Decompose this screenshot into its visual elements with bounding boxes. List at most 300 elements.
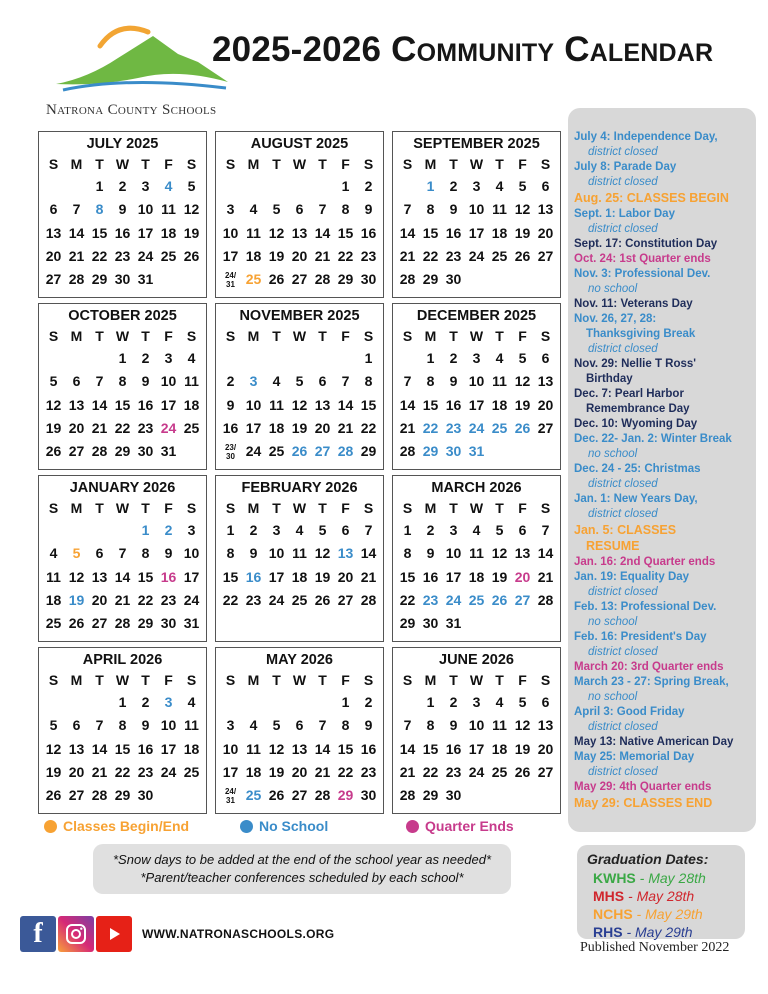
event-item: Nov. 11: Veterans Day: [574, 297, 693, 310]
day-cell: 19: [291, 419, 308, 436]
day-cell: 13: [68, 396, 85, 413]
day-cell: 10: [445, 545, 462, 562]
day-cell: 31: [445, 615, 462, 632]
day-cell: 15: [422, 740, 439, 757]
day-cell: 27: [68, 443, 85, 460]
day-cell: 27: [45, 271, 62, 288]
day-cell: 14: [399, 224, 416, 241]
day-cell: 3: [449, 522, 458, 538]
day-cell: 17: [222, 763, 239, 780]
day-cell: 28: [337, 443, 354, 460]
day-cell: 14: [314, 740, 331, 757]
day-cell: 20: [68, 763, 85, 780]
day-cell: 21: [399, 763, 416, 780]
day-cell: [180, 440, 203, 463]
day-cell: 24: [268, 591, 285, 608]
day-cell: 23: [445, 419, 462, 436]
day-of-week-header: F: [341, 328, 350, 344]
day-cell: 4: [49, 545, 58, 562]
month-title: JUNE 2026: [439, 652, 514, 668]
event-note: district closed: [588, 645, 658, 658]
day-of-week-header: T: [449, 672, 458, 688]
day-cell: 24: [468, 247, 485, 264]
day-of-week-header: T: [95, 156, 104, 172]
day-cell: 26: [183, 247, 200, 264]
day-cell: 16: [137, 740, 154, 757]
event-item: May 29: CLASSES END: [574, 795, 713, 810]
day-cell: 16: [445, 740, 462, 757]
day-cell: [511, 440, 534, 463]
day-cell: 10: [468, 201, 485, 218]
day-of-week-header: T: [95, 672, 104, 688]
month-title: MAY 2026: [266, 652, 333, 668]
event-note: district closed: [588, 222, 658, 235]
day-cell: 8: [426, 717, 435, 734]
event-note: district closed: [588, 146, 658, 158]
day-cell: 12: [45, 740, 62, 757]
day-cell: 11: [246, 224, 261, 241]
day-cell: 27: [514, 591, 531, 608]
day-cell: [111, 519, 134, 542]
day-cell: 29: [337, 271, 354, 288]
day-of-week-header: S: [402, 328, 413, 344]
note-conferences: *Parent/teacher conferences scheduled by each school*: [140, 870, 464, 885]
day-cell: 1: [426, 350, 435, 366]
day-cell: 19: [268, 247, 285, 264]
day-cell: 28: [114, 615, 131, 632]
day-of-week-header: S: [540, 500, 551, 516]
day-of-week-header: F: [341, 500, 350, 516]
day-cell: 7: [72, 201, 81, 218]
day-of-week-header: S: [363, 500, 374, 516]
day-of-week-header: W: [469, 672, 484, 688]
day-cell: 13: [514, 545, 531, 562]
day-cell: 18: [491, 740, 508, 757]
day-cell: 21: [360, 568, 377, 585]
day-of-week-header: T: [318, 672, 327, 688]
day-cell: 7: [95, 717, 104, 734]
day-cell: 28: [537, 591, 554, 608]
graduation-item: NCHS - May 29th: [593, 906, 703, 922]
day-cell: 6: [541, 694, 550, 710]
youtube-icon[interactable]: [96, 916, 132, 952]
day-of-week-header: T: [95, 500, 104, 516]
day-cell: 14: [537, 545, 554, 562]
day-cell: 7: [341, 373, 350, 390]
day-cell: 9: [449, 717, 458, 734]
day-cell: [288, 691, 311, 714]
day-cell: [88, 519, 111, 542]
day-of-week-header: W: [469, 156, 484, 172]
day-cell: 10: [222, 224, 239, 241]
graduation-item: MHS - May 28th: [593, 888, 695, 904]
day-cell: 30: [360, 787, 377, 804]
day-cell: 30: [360, 271, 377, 288]
event-item: Sept. 1: Labor Day: [574, 207, 675, 220]
day-cell: 9: [364, 201, 373, 218]
day-cell: [157, 268, 180, 291]
day-cell: 12: [291, 396, 308, 413]
day-cell: 1: [341, 178, 350, 194]
day-cell: 13: [91, 568, 108, 585]
day-cell: 16: [160, 568, 177, 585]
day-cell: 9: [141, 373, 150, 390]
day-cell: 29: [422, 787, 439, 804]
day-cell: 15: [337, 224, 354, 241]
day-cell: 1: [426, 694, 435, 710]
day-cell: 3: [187, 522, 196, 538]
month-4: [215, 303, 384, 470]
day-cell: 26: [491, 591, 508, 608]
event-note: district closed: [588, 585, 658, 598]
day-cell: 26: [514, 419, 531, 436]
day-cell: 8: [341, 717, 350, 734]
day-of-week-header: W: [292, 500, 307, 516]
day-of-week-header: T: [449, 328, 458, 344]
day-cell: [65, 347, 88, 370]
facebook-icon[interactable]: f: [20, 916, 56, 952]
day-cell: 8: [426, 201, 435, 218]
day-cell: 5: [272, 201, 281, 218]
day-cell: 16: [445, 396, 462, 413]
day-cell: 18: [183, 396, 200, 413]
day-cell: 16: [245, 568, 262, 585]
day-cell: [180, 784, 203, 807]
day-cell: 5: [72, 545, 81, 562]
day-of-week-header: T: [495, 500, 504, 516]
day-cell: 15: [422, 396, 439, 413]
day-cell: 31: [160, 443, 177, 460]
day-cell: [465, 612, 488, 635]
day-cell: 14: [337, 396, 354, 413]
day-cell: 24: [468, 763, 485, 780]
day-of-week-header: S: [186, 672, 197, 688]
day-cell: [288, 175, 311, 198]
day-cell: 15: [360, 396, 377, 413]
day-cell: 14: [114, 568, 131, 585]
day-of-week-header: T: [141, 328, 150, 344]
day-of-week-header: M: [424, 672, 437, 688]
day-cell: 6: [318, 373, 327, 390]
day-cell: 18: [160, 224, 177, 241]
day-cell: 14: [68, 224, 85, 241]
day-cell: 25: [183, 763, 200, 780]
day-cell: 15: [399, 568, 416, 585]
day-cell: 21: [114, 591, 131, 608]
day-cell: 6: [72, 717, 81, 734]
day-cell: [157, 784, 180, 807]
day-cell: 23: [137, 419, 154, 436]
day-cell: [42, 519, 65, 542]
day-cell: 13: [337, 545, 354, 562]
day-cell: 4: [272, 373, 281, 390]
day-cell: 23: [160, 591, 177, 608]
day-of-week-header: S: [402, 156, 413, 172]
day-of-week-header: F: [164, 500, 173, 516]
logo: [40, 18, 240, 123]
day-cell: 15: [337, 740, 354, 757]
day-cell: 30: [137, 443, 154, 460]
day-cell: 24: [160, 763, 177, 780]
day-cell: 20: [537, 740, 554, 757]
day-cell: 21: [399, 247, 416, 264]
day-cell: [534, 784, 557, 807]
day-cell: 23: [360, 763, 377, 780]
day-cell: [511, 612, 534, 635]
day-cell: 5: [518, 350, 527, 366]
day-cell: 24: [468, 419, 485, 436]
event-item: July 4: Independence Day,: [574, 131, 718, 143]
day-of-week-header: S: [48, 156, 59, 172]
day-cell: [334, 347, 357, 370]
month-1: [215, 131, 384, 298]
event-note: district closed: [588, 765, 658, 778]
day-cell: 17: [183, 568, 200, 585]
event-item: Aug. 25: CLASSES BEGIN: [574, 191, 729, 205]
day-cell: [534, 268, 557, 291]
event-item: Nov. 29: Nellie T Ross': [574, 357, 697, 370]
day-cell: 9: [141, 717, 150, 734]
month-title: FEBRUARY 2026: [241, 480, 358, 496]
day-cell: 9: [449, 201, 458, 218]
day-cell: [219, 691, 242, 714]
month-title: SEPTEMBER 2025: [413, 136, 540, 152]
day-cell: [242, 175, 265, 198]
day-cell: [488, 612, 511, 635]
day-cell: 21: [537, 568, 554, 585]
day-of-week-header: F: [164, 672, 173, 688]
legend-label: No School: [259, 818, 329, 834]
day-cell: 10: [468, 373, 485, 390]
day-cell: 26: [291, 443, 308, 460]
day-cell: 4: [249, 717, 258, 734]
day-cell: 29: [91, 271, 108, 288]
day-cell: 27: [291, 787, 308, 804]
day-cell: 30: [445, 271, 462, 288]
day-cell: 11: [46, 568, 61, 585]
day-cell: 25: [183, 419, 200, 436]
day-cell: 9: [426, 545, 435, 562]
day-cell: 4: [495, 178, 504, 194]
day-cell: 17: [445, 568, 462, 585]
day-cell: 18: [468, 568, 485, 585]
day-cell: 27: [537, 247, 554, 264]
day-cell: 16: [222, 419, 239, 436]
day-cell: 2: [118, 178, 127, 194]
month-0: [38, 131, 207, 298]
day-cell: 17: [137, 224, 154, 241]
day-cell: 22: [337, 247, 354, 264]
day-cell: 16: [445, 224, 462, 241]
day-cell: 7: [118, 545, 127, 562]
day-cell: 19: [45, 763, 62, 780]
day-cell: 21: [337, 419, 354, 436]
month-title: JANUARY 2026: [69, 480, 176, 496]
day-cell: 4: [295, 522, 304, 538]
day-cell: 29: [422, 271, 439, 288]
event-item: May 25: Memorial Day: [574, 750, 695, 763]
day-of-week-header: T: [272, 500, 281, 516]
day-cell: 5: [295, 373, 304, 390]
day-of-week-header: T: [141, 156, 150, 172]
day-cell: 1: [118, 350, 127, 366]
day-cell: 28: [314, 787, 331, 804]
day-cell: 24: [160, 419, 177, 436]
day-cell: 3: [226, 201, 235, 218]
day-cell: 2: [364, 178, 373, 194]
day-of-week-header: M: [247, 328, 260, 344]
day-of-week-header: T: [95, 328, 104, 344]
event-note: district closed: [588, 176, 658, 188]
notes-box: [93, 844, 511, 894]
day-cell: 19: [514, 740, 531, 757]
day-cell: 11: [492, 201, 507, 218]
day-cell: 18: [183, 740, 200, 757]
day-cell: 23: [114, 247, 131, 264]
day-of-week-header: T: [141, 672, 150, 688]
day-cell: 23: [360, 247, 377, 264]
day-cell: 17: [160, 396, 177, 413]
day-cell: 8: [426, 373, 435, 390]
day-cell: 2: [141, 694, 150, 710]
day-cell: 16: [114, 224, 131, 241]
day-cell: 25: [491, 763, 508, 780]
day-cell: 11: [184, 717, 199, 734]
day-cell: 20: [514, 568, 531, 585]
day-cell: 28: [399, 271, 416, 288]
day-cell: 26: [314, 591, 331, 608]
legend-item-quarter-ends: [406, 818, 514, 834]
month-title: OCTOBER 2025: [68, 308, 177, 324]
day-cell: 3: [141, 178, 150, 194]
day-cell: [488, 268, 511, 291]
day-cell: 28: [91, 443, 108, 460]
day-cell: 24/ 31: [224, 271, 237, 290]
day-cell: [219, 347, 242, 370]
event-item: Dec. 24 - 25: Christmas: [574, 462, 701, 475]
day-cell: [288, 347, 311, 370]
day-cell: 12: [68, 568, 85, 585]
day-of-week-header: W: [115, 328, 130, 344]
day-of-week-header: M: [424, 500, 437, 516]
day-of-week-header: S: [540, 156, 551, 172]
day-cell: 11: [492, 717, 507, 734]
day-cell: [534, 440, 557, 463]
month-title: MARCH 2026: [431, 480, 522, 496]
day-cell: 28: [314, 271, 331, 288]
org-name: Natrona County Schools: [46, 102, 217, 118]
day-cell: 2: [426, 522, 435, 538]
day-cell: 10: [160, 717, 177, 734]
day-of-week-header: F: [341, 156, 350, 172]
day-cell: 13: [45, 224, 62, 241]
event-item: Feb. 16: President's Day: [574, 630, 707, 643]
day-cell: 15: [222, 568, 239, 585]
day-cell: 25: [291, 591, 308, 608]
day-of-week-header: T: [449, 500, 458, 516]
day-cell: 10: [468, 717, 485, 734]
day-of-week-header: S: [48, 328, 59, 344]
day-of-week-header: W: [115, 672, 130, 688]
day-cell: 4: [187, 350, 196, 366]
day-cell: 28: [91, 787, 108, 804]
day-of-week-header: S: [225, 328, 236, 344]
month-2: [392, 131, 561, 298]
day-of-week-header: T: [272, 672, 281, 688]
day-cell: [42, 691, 65, 714]
day-cell: [311, 691, 334, 714]
event-item: April 3: Good Friday: [574, 705, 685, 718]
day-cell: [42, 347, 65, 370]
instagram-icon[interactable]: [58, 916, 94, 952]
day-of-week-header: T: [495, 156, 504, 172]
day-cell: 11: [246, 740, 261, 757]
day-cell: [180, 268, 203, 291]
month-title: NOVEMBER 2025: [239, 308, 360, 324]
day-cell: 12: [183, 201, 200, 218]
day-cell: 1: [403, 522, 412, 538]
day-of-week-header: T: [449, 156, 458, 172]
day-cell: 11: [469, 545, 484, 562]
day-cell: 19: [45, 419, 62, 436]
day-of-week-header: M: [70, 672, 83, 688]
day-cell: 23/ 30: [224, 443, 237, 462]
month-5: [392, 303, 561, 470]
day-cell: 30: [160, 615, 177, 632]
day-cell: 8: [118, 373, 127, 390]
day-cell: 6: [295, 201, 304, 218]
day-of-week-header: T: [272, 156, 281, 172]
day-cell: 26: [68, 615, 85, 632]
day-cell: 30: [445, 787, 462, 804]
day-cell: 7: [403, 201, 412, 218]
event-note: no school: [588, 615, 638, 628]
day-cell: 20: [337, 568, 354, 585]
day-cell: 31: [183, 615, 200, 632]
day-cell: 30: [137, 787, 154, 804]
website-link[interactable]: WWW.NATRONASCHOOLS.ORG: [142, 927, 335, 941]
day-cell: 21: [314, 247, 331, 264]
day-cell: 5: [272, 717, 281, 734]
day-of-week-header: T: [318, 500, 327, 516]
month-11: [392, 647, 561, 814]
day-cell: 8: [364, 373, 373, 390]
day-cell: 2: [141, 350, 150, 366]
event-note: district closed: [588, 342, 658, 355]
event-item: May 13: Native American Day: [574, 735, 734, 748]
day-cell: 14: [399, 396, 416, 413]
month-3: [38, 303, 207, 470]
day-of-week-header: T: [495, 672, 504, 688]
day-cell: 20: [291, 763, 308, 780]
event-item: March 23 - 27: Spring Break,: [574, 675, 729, 688]
day-cell: 17: [222, 247, 239, 264]
day-cell: 14: [360, 545, 377, 562]
day-cell: 18: [45, 591, 62, 608]
day-cell: 6: [49, 201, 58, 218]
mountain-logo-icon: [48, 18, 238, 98]
day-of-week-header: S: [186, 328, 197, 344]
day-cell: 27: [314, 443, 331, 460]
day-cell: 10: [183, 545, 200, 562]
day-cell: 24/ 31: [224, 787, 237, 806]
day-cell: 19: [183, 224, 200, 241]
day-cell: 3: [472, 694, 481, 710]
day-cell: 10: [268, 545, 285, 562]
day-cell: 5: [518, 178, 527, 194]
event-item: March 20: 3rd Quarter ends: [574, 660, 724, 673]
day-cell: 18: [291, 568, 308, 585]
